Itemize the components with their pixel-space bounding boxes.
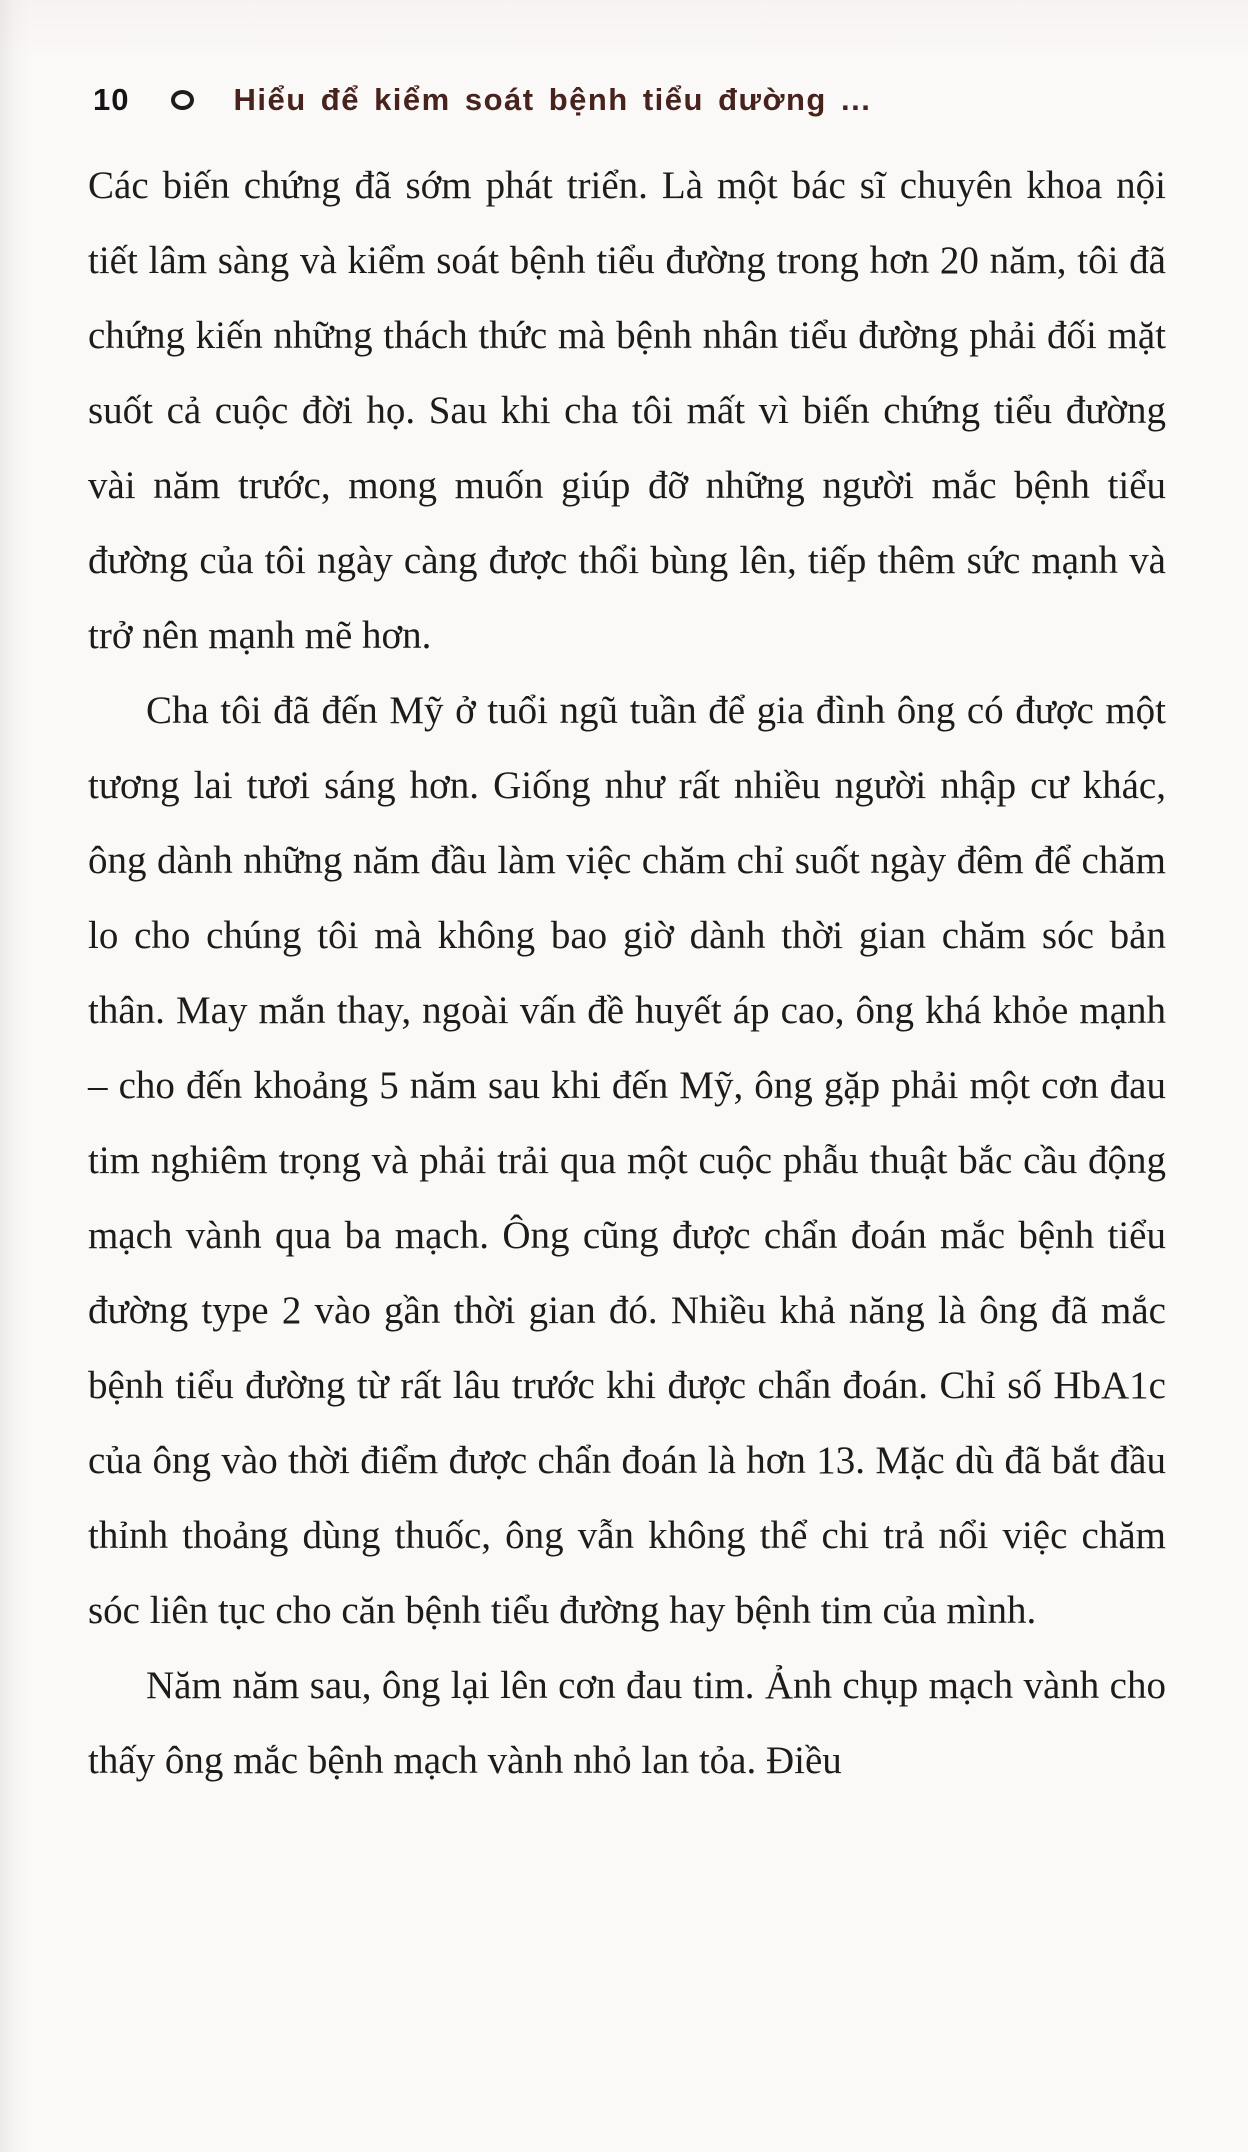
paragraph-complications: Các biến chứng đã sớm phát triển. Là một bác sĩ chuyên khoa nội tiết lâm sàng và kiểm soát bệnh tiểu đường trong hơn 20 năm, tôi đã chứng kiến những thách thức mà bệnh nhân tiểu đường phải đối mặt suốt cả cuộc đời họ. Sau khi cha tôi mất vì biến chứng tiểu đường vài năm trước, mong muốn giúp đỡ những người mắc bệnh tiểu đường của tôi ngày càng được thổi bùng lên, tiếp thêm sức mạnh và trở nên mạnh mẽ hơn. — [88, 164, 1166, 657]
paragraph-father-story: Cha tôi đã đến Mỹ ở tuổi ngũ tuần để gia đình ông có được một tương lai tươi sáng hơn. Giống như rất nhiều người nhập cư khác, ông dành những năm đầu làm việc chăm chỉ suốt ngày đêm để chăm lo cho chúng tôi mà không bao giờ dành thời gian chăm sóc bản thân. May mắn thay, ngoài vấn đề huyết áp cao, ông khá khỏe mạnh – cho đến khoảng 5 năm sau khi đến Mỹ, ông gặp phải một cơn đau tim nghiêm trọng và phải trải qua một cuộc phẫu thuật bắc cầu động mạch vành qua ba mạch. Ông cũng được chẩn đoán mắc bệnh tiểu đường type 2 vào gần thời gian đó. Nhiều khả năng là ông đã mắc bệnh tiểu đường từ rất lâu trước khi được chẩn đoán. Chỉ số HbA1c của ông vào thời điểm được chẩn đoán là hơn 13. Mặc dù đã bắt đầu thỉnh thoảng dùng thuốc, ông vẫn không thể chi trả nổi việc chăm sóc liên tục cho căn bệnh tiểu đường hay bệnh tim của mình. — [88, 689, 1166, 1632]
circle-separator-icon — [171, 90, 194, 110]
paragraph-second-heart-attack: Năm năm sau, ông lại lên cơn đau tim. Ảnh chụp mạch vành cho thấy ông mắc bệnh mạch vành nhỏ lan tỏa. Điều — [88, 1664, 1166, 1782]
running-header — [93, 82, 871, 118]
page-number: 10 — [93, 82, 130, 117]
page-body — [88, 148, 1166, 1798]
running-head-title: Hiểu để kiểm soát bệnh tiểu đường ... — [233, 82, 872, 117]
